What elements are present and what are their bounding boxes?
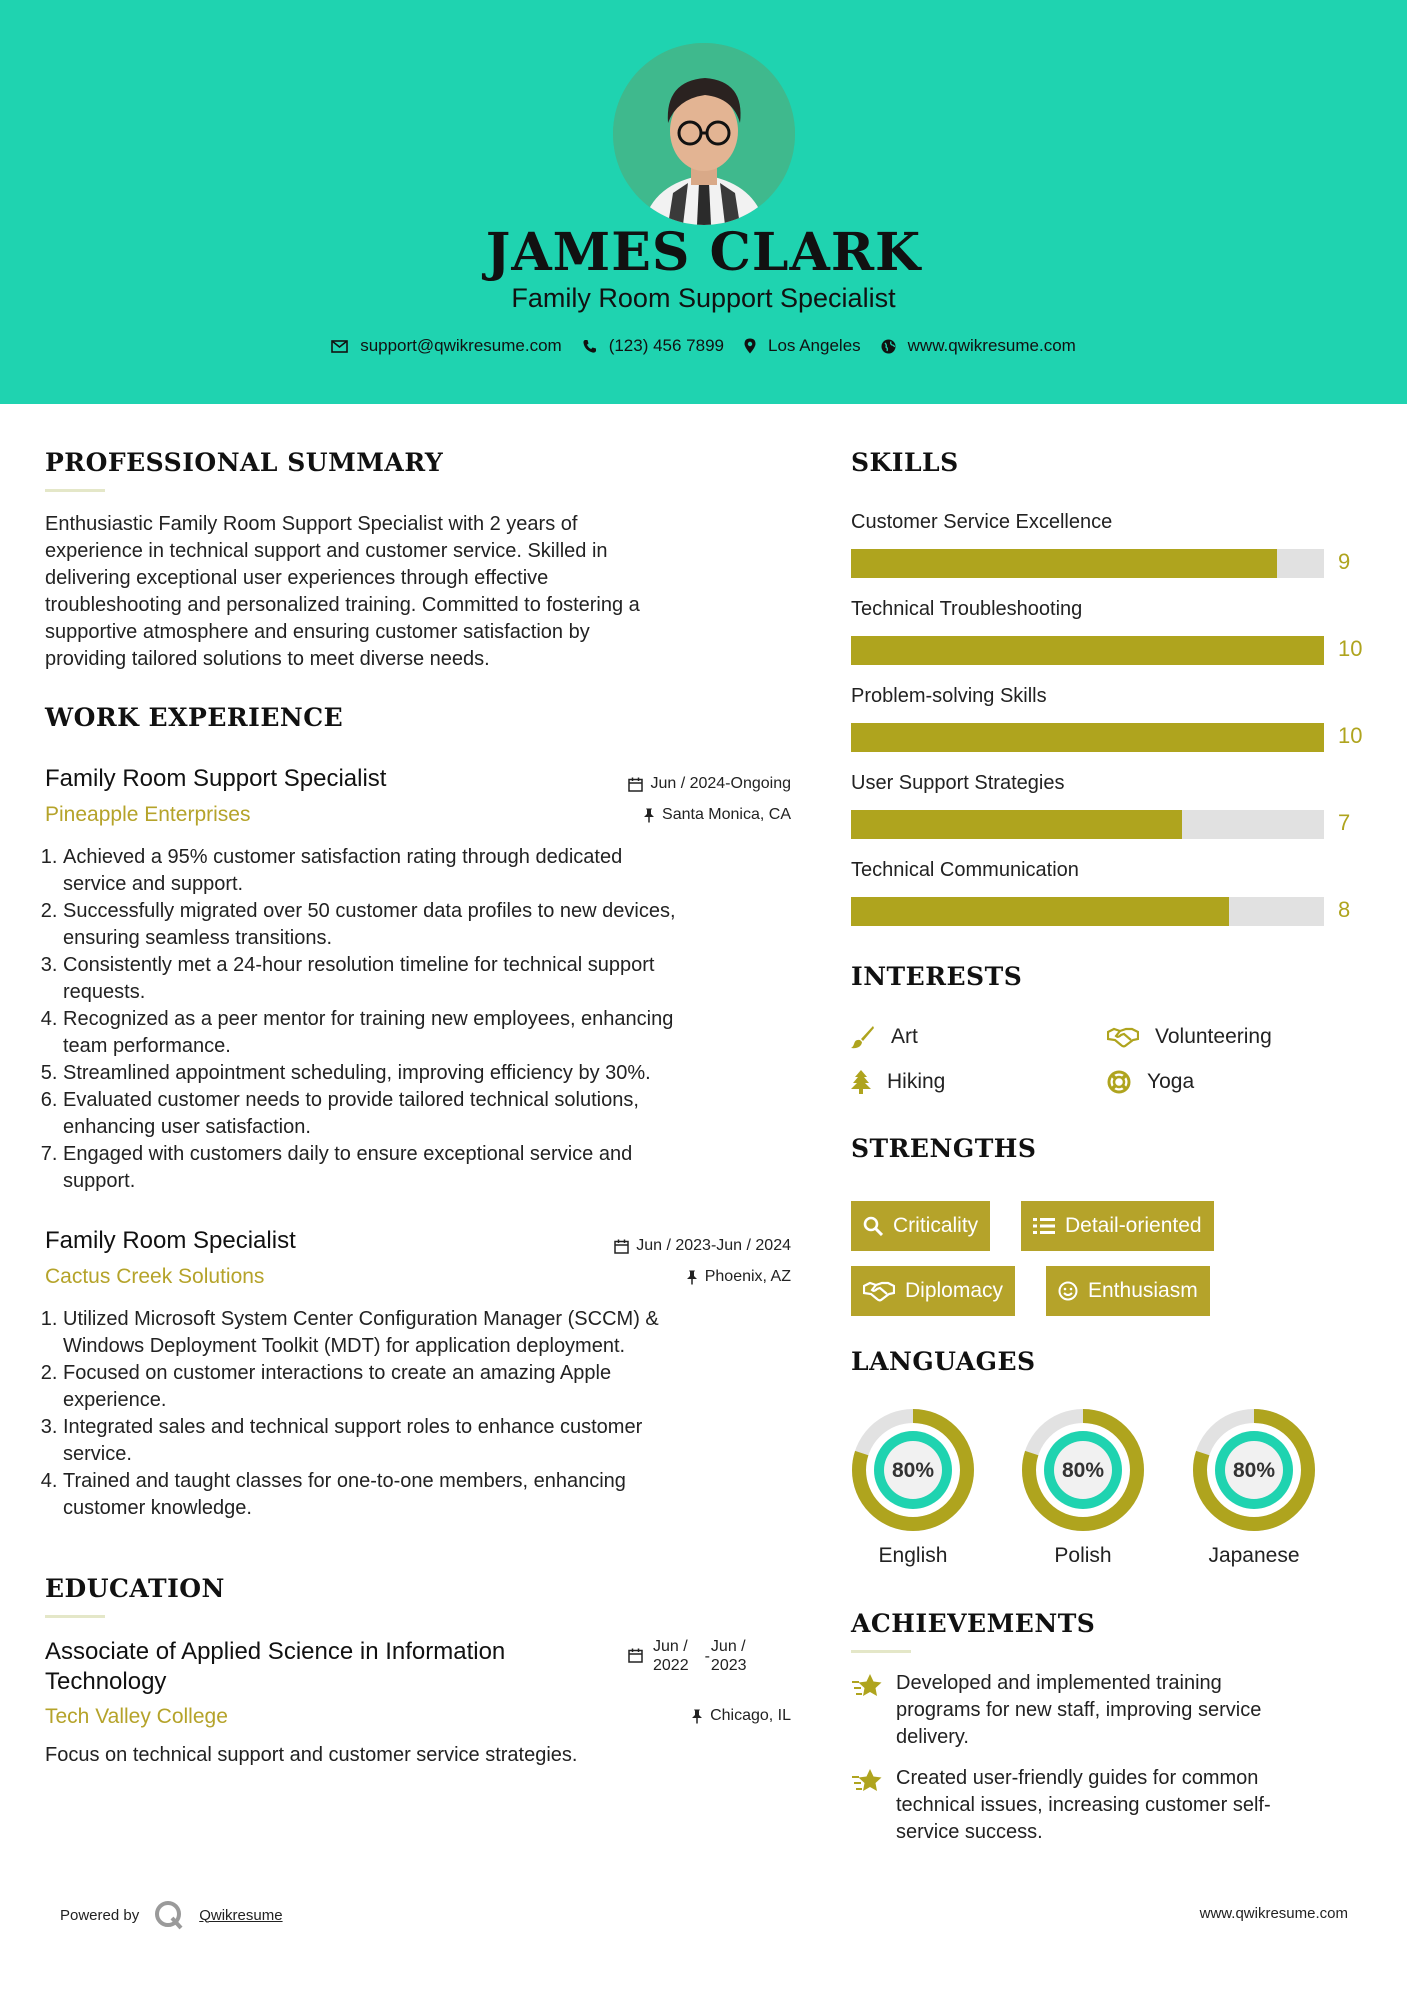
language-label: Polish [1054,1544,1112,1567]
interest-label: Yoga [1147,1070,1195,1093]
summary-line: providing tailored solutions to meet diverse needs. [45,648,490,670]
job-dates-text: Jun / 2024-Ongoing [650,775,791,792]
list-item: 2. Successfully migrated over 50 customer data profiles to new devices, ensuring seamless transitions. [63,898,815,952]
envelope-icon [331,340,348,353]
map-pin-icon [744,338,756,354]
strength-tag [851,1266,1015,1316]
education-description: Focus on technical support and customer service strategies. [45,1744,578,1766]
strengths-heading: STRENGTHS [851,1134,1037,1163]
skill-label: Customer Service Excellence [851,511,1113,533]
school-name: Tech Valley College [45,1705,228,1728]
list-item: 3. Integrated sales and technical support roles to enhance customer service. [63,1414,815,1468]
location-text: Los Angeles [768,336,861,355]
summary-line: troubleshooting and personalized training. Committed to fostering a [45,594,640,616]
job-bullets [45,1306,815,1522]
skill-bar-fill [851,636,1324,665]
skill-bar-track [851,897,1324,926]
globe-icon [881,339,896,354]
summary-line: experience in technical support and customer service. Skilled in [45,540,608,562]
list-item: 4. Recognized as a peer mentor for training new employees, enhancing team performance. [63,1006,815,1060]
star-award-icon [851,1672,883,1700]
skill-bar-fill [851,897,1229,926]
strength-tag [851,1201,990,1251]
language-percent: 80% [891,1459,935,1482]
skill-score: 10 [1338,636,1363,661]
contact-phone[interactable] [582,336,724,356]
language-percent: 80% [1232,1459,1276,1482]
list-icon [1033,1217,1055,1235]
summary-divider [45,489,105,492]
strength-tag [1046,1266,1210,1316]
summary-line: delivering exceptional user experiences through effective [45,567,549,589]
degree-line: Technology [45,1668,167,1695]
list-item: 5. Streamlined appointment scheduling, improving efficiency by 30%. [63,1060,815,1087]
education-divider [45,1615,105,1618]
achievements-divider [851,1650,911,1653]
job-location [643,806,791,824]
calendar-icon [614,1239,629,1254]
language-donut [851,1408,975,1532]
job-location-text: Phoenix, AZ [704,1268,791,1285]
skill-label: User Support Strategies [851,772,1065,794]
achievement-item [851,1670,1261,1751]
skill-score: 10 [1338,723,1363,748]
interest-label: Hiking [887,1070,946,1093]
list-item: 7. Engaged with customers daily to ensure exceptional service and support. [63,1141,815,1195]
education-location [691,1707,791,1725]
summary-heading: PROFESSIONAL SUMMARY [45,448,444,477]
pushpin-icon [686,1270,698,1285]
contact-location [744,336,861,356]
job-location-text: Santa Monica, CA [662,806,791,823]
search-icon [863,1216,883,1236]
language-ring [1021,1408,1145,1537]
end-date: Jun / 2023 [710,1638,747,1674]
job-dates [614,1237,791,1255]
contact-email[interactable] [331,336,562,356]
education-dates [628,1637,747,1675]
achievement-text: Created user-friendly guides for common technical issues, increasing customer self- service success. [896,1767,1271,1843]
interest-label: Volunteering [1155,1025,1272,1048]
achievements-heading: ACHIEVEMENTS [851,1609,1096,1638]
experience-heading: WORK EXPERIENCE [45,703,344,732]
job-bullets [45,844,815,1195]
pushpin-icon [643,808,655,823]
skill-bar-track [851,723,1324,752]
skill-bar-track [851,549,1324,578]
calendar-icon [628,1648,643,1663]
language-label: Japanese [1208,1544,1300,1567]
candidate-title: Family Room Support Specialist [511,283,896,313]
list-item: 2. Focused on customer interactions to create an amazing Apple experience. [63,1360,815,1414]
interest-hiking [851,1070,945,1094]
job-title: Family Room Support Specialist [45,765,387,792]
calendar-icon [628,777,643,792]
footer-url[interactable]: www.qwikresume.com [1199,1905,1348,1922]
header-banner [0,0,1407,404]
start-date: Jun / 2022 [653,1638,689,1674]
interest-yoga [1107,1070,1194,1094]
degree-title [45,1637,505,1697]
language-label: English [878,1544,948,1567]
interest-art [851,1025,918,1049]
list-item: 1. Utilized Microsoft System Center Configuration Manager (SCCM) & Windows Deployment Toolkit (MDT) for application deployment. [63,1306,815,1360]
skill-bar-fill [851,549,1277,578]
skill-score: 9 [1338,549,1351,574]
skill-label: Technical Communication [851,859,1079,881]
lifebuoy-icon [1107,1070,1131,1094]
list-item: 6. Evaluated customer needs to provide tailored technical solutions, enhancing user satisfaction. [63,1087,815,1141]
company-name: Cactus Creek Solutions [45,1265,265,1288]
strength-tag [1021,1201,1214,1251]
interest-volunteering [1107,1025,1272,1049]
language-donut [1192,1408,1316,1532]
skill-label: Problem-solving Skills [851,685,1047,707]
powered-by-text: Powered by [60,1906,140,1924]
education-heading: EDUCATION [45,1574,225,1603]
handshake-icon [863,1280,895,1302]
summary-line: supportive atmosphere and ensuring customer satisfaction by [45,621,590,643]
language-donut [1021,1408,1145,1532]
list-item: 4. Trained and taught classes for one-to-one members, enhancing customer knowledge. [63,1468,815,1522]
job-title: Family Room Specialist [45,1227,296,1254]
strength-label: Criticality [893,1214,979,1237]
contact-row [0,336,1407,356]
interests-heading: INTERESTS [851,962,1023,991]
strength-label: Diplomacy [905,1279,1004,1302]
tree-icon [851,1070,871,1094]
smile-icon [1058,1281,1078,1301]
language-percent: 80% [1061,1459,1105,1482]
contact-website[interactable] [881,336,1076,356]
paintbrush-icon [851,1025,875,1049]
brand-link[interactable]: Qwikresume [199,1906,283,1924]
language-ring [1192,1408,1316,1537]
skill-score: 8 [1338,897,1351,922]
company-name: Pineapple Enterprises [45,803,251,826]
achievement-text: Developed and implemented training programs for new staff, improving service delivery. [896,1672,1262,1748]
star-award-icon [851,1767,883,1795]
languages-heading: LANGUAGES [851,1347,1036,1376]
candidate-name: JAMES CLARK [485,222,922,283]
skills-heading: SKILLS [851,448,959,477]
list-item: 3. Consistently met a 24-hour resolution timeline for technical support requests. [63,952,815,1006]
skill-score: 7 [1338,810,1351,835]
education-location-text: Chicago, IL [710,1707,791,1724]
footer-powered-by [60,1899,283,1931]
date-separator: - [704,1648,710,1665]
handshake-icon [1107,1026,1139,1048]
achievement-item [851,1765,1271,1846]
strength-label: Detail-oriented [1065,1214,1202,1237]
pushpin-icon [691,1709,703,1724]
summary-line: Enthusiastic Family Room Support Specialist with 2 years of [45,513,578,535]
job-dates [628,775,791,793]
profile-photo [613,43,795,225]
skill-label: Technical Troubleshooting [851,598,1083,620]
email-text: support@qwikresume.com [360,336,562,355]
summary-text [45,511,805,673]
degree-line: Associate of Applied Science in Information [45,1638,506,1665]
phone-icon [582,339,597,354]
job-dates-text: Jun / 2023-Jun / 2024 [636,1237,791,1254]
interest-label: Art [891,1025,918,1048]
skill-bar-track [851,810,1324,839]
website-text: www.qwikresume.com [907,336,1076,355]
skill-bar-fill [851,810,1182,839]
language-ring [851,1408,975,1537]
strength-label: Enthusiasm [1088,1279,1198,1302]
job-location [686,1268,791,1286]
skill-bar-track [851,636,1324,665]
list-item: 1. Achieved a 95% customer satisfaction rating through dedicated service and support. [63,844,815,898]
qwikresume-logo-icon [153,1899,185,1931]
phone-text: (123) 456 7899 [608,336,725,355]
skill-bar-fill [851,723,1324,752]
